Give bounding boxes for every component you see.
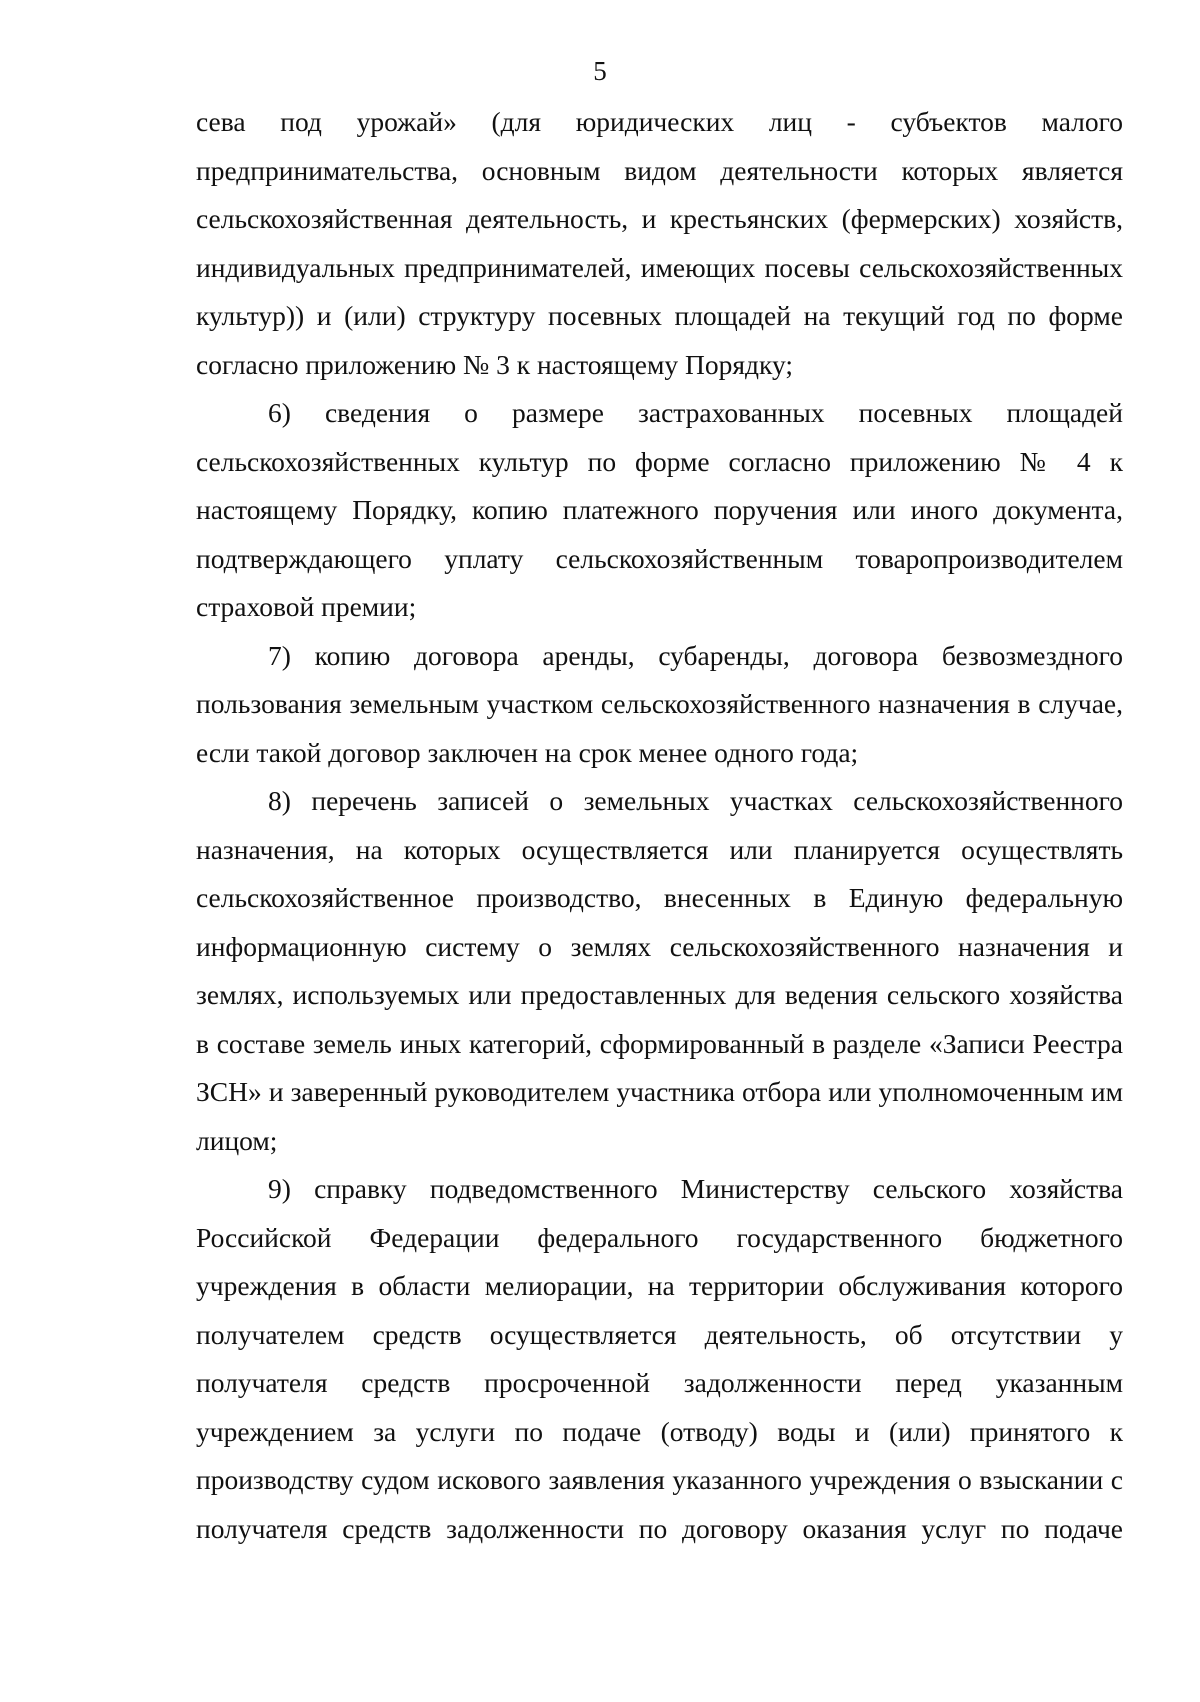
paragraph-item-6: 6) сведения о размере застрахованных посевных площадей сельскохозяйственных культур по форме согласно приложению № 4 к настоящему Порядку, копию платежного поручения или иного документа, подтверждающего уплату сельскохозяйственным товаропроизводителем страховой премии; bbox=[196, 397, 1123, 622]
document-body bbox=[196, 98, 1123, 1553]
paragraph-continuation: сева под урожай» (для юридических лиц - субъектов малого предпринимательства, основным видом деятельности которых является сельскохозяйственная деятельность, и крестьянских (фермерских) хозяйств, индивидуальных предпринимателей, имеющих посевы сельскохозяйственных культур)) и (или) структуру посевных площадей на текущий год по форме согласно приложению № 3 к настоящему Порядку; bbox=[196, 106, 1123, 380]
paragraph-item-8: 8) перечень записей о земельных участках сельскохозяйственного назначения, на которых осуществляется или планируется осуществлять сельскохозяйственное производство, внесенных в Единую федеральную информационную систему о землях сельскохозяйственного назначения и землях, используемых или предоставленных для ведения сельского хозяйства в составе земель иных категорий, сформированный в разделе «Записи Реестра ЗСН» и заверенный руководителем участника отбора или уполномоченным им лицом; bbox=[196, 785, 1123, 1156]
page-number: 5 bbox=[593, 56, 607, 86]
paragraph-item-7: 7) копию договора аренды, субаренды, договора безвозмездного пользования земельным участком сельскохозяйственного назначения в случае, если такой договор заключен на срок менее одного года; bbox=[196, 639, 1123, 768]
paragraph-item-9: 9) справку подведомственного Министерству сельского хозяйства Российской Федерации федерального государственного бюджетного учреждения в области мелиорации, на территории обслуживания которого получателем средств осуществляется деятельность, об отсутствии у получателя средств просроченной задолженности перед указанным учреждением за услуги по подаче (отводу) воды и (или) принятого к производству судом искового заявления указанного учреждения о взыскании с получателя средств задолженности по договору оказания услуг по подаче bbox=[196, 1173, 1123, 1544]
